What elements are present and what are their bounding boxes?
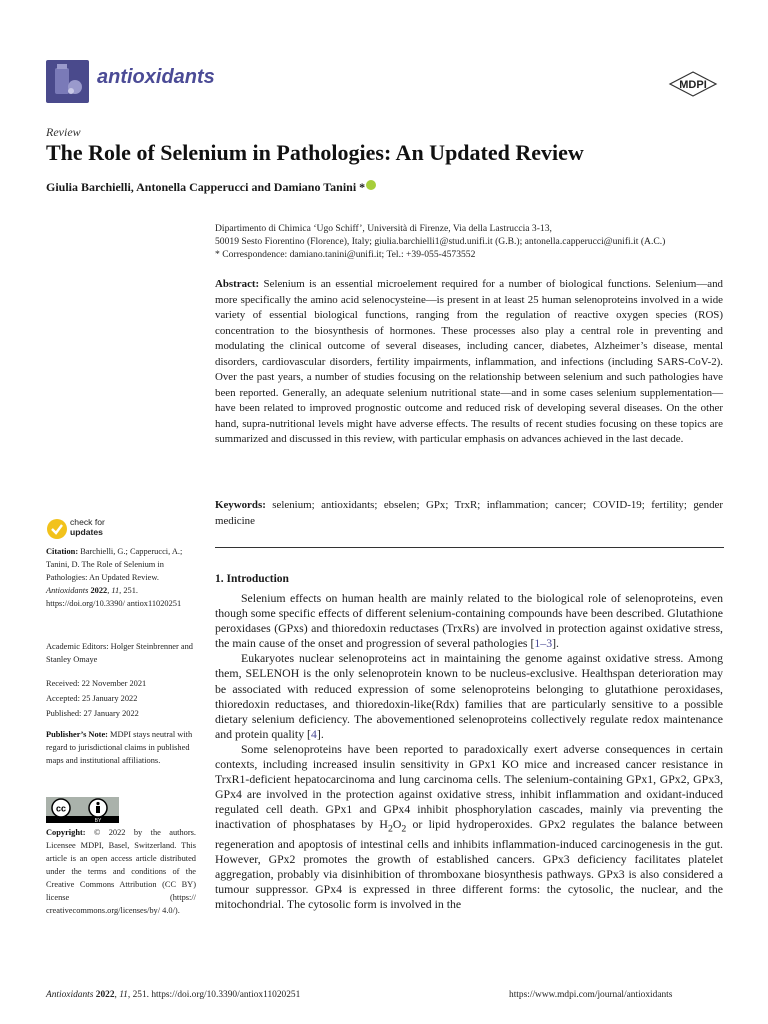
- svg-text:cc: cc: [55, 803, 67, 814]
- reference-link[interactable]: 1–3: [534, 636, 553, 651]
- abstract-label: Abstract:: [215, 278, 260, 290]
- citation: Citation: Barchielli, G.; Capperucci, A.; Tanini, D. The Role of Selenium in Pathologies: An Updated Review. Antioxidants 2022, 11, 251. https://doi.org/10.3390/ antiox11020251: [46, 547, 183, 608]
- paragraph-1: Selenium effects on human health are mainly related to the biological role of selenoproteins, even though some specific effects of different selenium-containing compounds have been described. Glutathione peroxidases (GPxs) and thioredoxin reductases (TrxRs) are involved in protection against oxidative stress, the main cause of the onset and progression of several pathologies [1–3].: [215, 591, 723, 651]
- orcid-icon[interactable]: [366, 180, 376, 190]
- journal-logo-icon: [46, 60, 89, 103]
- authors-text: Giulia Barchielli, Antonella Capperucci and Damiano Tanini *: [46, 180, 366, 194]
- paragraph-2: Eukaryotes nuclear selenoproteins act in maintaining the genome against oxidative stress. Among them, SELENOH is the only selenoprotein known to be nucleus-exclusive. Healthspan deterioration may be associated with reduced expression of some selenoproteins belonging to glutathione peroxidases, thioredoxin reductases, and thioredoxin-like(Rdx) families that are particularly sensitive to a possible dietary selenium deficiency. The abovementioned selenoproteins collectively regulate redox maintenance and protein quality [4].: [215, 651, 723, 741]
- academic-editors: Academic Editors: Holger Steinbrenner and Stanley Omaye: [46, 642, 193, 664]
- publisher-note: Publisher’s Note: MDPI stays neutral with regard to jurisdictional claims in published maps and institutional affiliations.: [46, 730, 193, 765]
- keywords-text: selenium; antioxidants; ebselen; GPx; TrxR; inflammation; cancer; COVID-19; fertility; gender medicine: [215, 499, 723, 527]
- section-divider: [215, 547, 724, 548]
- author-list: [46, 180, 376, 195]
- keywords-label: Keywords:: [215, 499, 266, 511]
- footer-journal-url[interactable]: https://www.mdpi.com/journal/antioxidants: [509, 990, 673, 1000]
- section-heading: 1. Introduction: [215, 573, 289, 585]
- check-for-updates[interactable]: check for updates: [70, 517, 105, 537]
- paper-title: The Role of Selenium in Pathologies: An Updated Review: [46, 140, 584, 165]
- abstract-text: Selenium is an essential microelement required for a number of biological functions. Selenium—and more specifically the amino acid selenocysteine—is present in at least 25 human selenoproteins involved in a wide variety of essential biological functions, ranging from the regulation of reactive oxygen species (ROS) concentration to the biosynthesis of hormones. These processes also play a central role in preventing and modulating the clinical outcome of several diseases, including cancer, diabetes, Alzheimer’s disease, mental disorders, cardiovascular disorders, fertility impairments, inflammation, and infections (including SARS-CoV-2). Over the past years, a number of studies focusing on the relationship between selenium and such pathologies have been reported. Generally, an adequate selenium nutritional state—and in some cases selenium supplementation—have been related to improved prognostic outcome and reduced risk of developing several diseases. On the other hand, supra-nutritional levels might have adverse effects. The results of recent studies focusing on these topics are summarized and discussed in this review, with particular emphasis on advances achieved in the last decade.: [215, 278, 723, 445]
- svg-text:BY: BY: [94, 818, 102, 823]
- accepted-date: Accepted: 25 January 2022: [46, 694, 138, 703]
- cc-by-license-icon[interactable]: [46, 797, 119, 823]
- published-date: Published: 27 January 2022: [46, 709, 139, 718]
- journal-name[interactable]: antioxidants: [97, 66, 215, 88]
- check-for-updates-icon[interactable]: [46, 518, 68, 540]
- copyright: Copyright: © 2022 by the authors. Licensee MDPI, Basel, Switzerland. This article is an open access article distributed under the terms and conditions of the Creative Commons Attribution (CC BY) license (https:// creativecommons.org/licenses/by/ 4.0/).: [46, 828, 197, 915]
- received-date: Received: 22 November 2021: [46, 679, 147, 688]
- mdpi-logo[interactable]: [668, 71, 718, 97]
- reference-link[interactable]: 4: [311, 726, 317, 741]
- affiliation-line-1: Dipartimento di Chimica ‘Ugo Schiff’, Università di Firenze, Via della Lastruccia 3-13,: [215, 223, 552, 234]
- keywords: [215, 498, 723, 529]
- affiliation-line-2: 50019 Sesto Fiorentino (Florence), Italy; giulia.barchielli1@stud.unifi.it (G.B.); antonella.capperucci@unifi.it (A.C.): [215, 236, 666, 247]
- paragraph-3: Some selenoproteins have been reported to paradoxically exert adverse consequences in certain contexts, including increased insulin sensitivity in GPx1 KO mice and increased cancer resistance in TrxR1-deficient hepatocarcinoma and lung carcinoma cells. The selenium-containing GPx1, GPx2, GPx3, GPx4 are involved in the protection against oxidative stress, inhibit inflammation and oxidant-induced regulated cell death. GPx1 and GPx4 inhibit phosphorylation cascades, mainly via preventing the inactivation of phosphatases by $H_2O_2$ or lipid hydroperoxides. GPx2 regulates the balance between regeneration and apoptosis of intestinal cells and inhibits inflammation-induced carcinogenesis in the gut. However, GPx2 promotes the growth of established cancers. GPx3 deficiency facilitates platelet aggregation, probably via disinhibition of thromboxane biosynthesis pathways. GPx3 is also considered a tumour suppressor. GPx4 is expressed in three different forms: the cytosolic, the nuclear, and the mitochondrial. The cytosolic form is involved in the: [215, 741, 723, 912]
- footer-citation: Antioxidants 2022, 11, 251. https://doi.org/10.3390/antiox11020251: [46, 990, 301, 1000]
- abstract: [215, 277, 723, 448]
- svg-text:MDPI: MDPI: [679, 79, 707, 91]
- article-type: Review: [46, 125, 81, 139]
- correspondence: * Correspondence: damiano.tanini@unifi.it; Tel.: +39-055-4573552: [215, 249, 476, 260]
- introduction-body: [215, 591, 723, 912]
